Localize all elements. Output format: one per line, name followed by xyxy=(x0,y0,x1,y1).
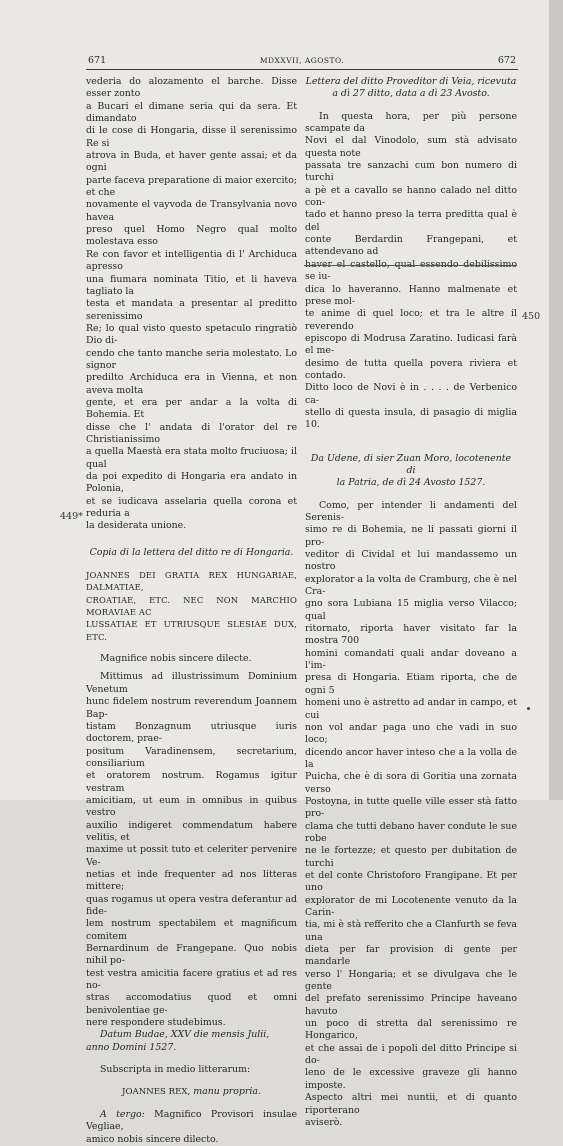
text-line: clama che tutti debano haver condute le sue robe xyxy=(305,820,517,844)
text-line: gno sora Lubiana 15 miglia verso Vilacco; qual xyxy=(305,598,517,622)
right-column xyxy=(305,76,517,1129)
text-line: et che assai de i popoli del ditto Principe si do- xyxy=(305,1042,517,1067)
text-line: stello di questa insula, di pasagio di miglia 10. xyxy=(305,406,517,431)
a-tergo-line xyxy=(86,1109,297,1134)
text-line: atrova in Buda, et haver gente assai; et da ogni xyxy=(86,150,297,174)
text-line: maxime ut possit tuto et celeriter pervenire Ve- xyxy=(86,844,297,868)
text-line: homini comandati quali andar doveano a l'im- xyxy=(305,647,517,672)
text-line: una fiumara nominata Titio, et li haveva tagliato la xyxy=(86,273,297,297)
text-line: et del conte Christoforo Frangipane. Et per uno xyxy=(305,869,517,894)
text-line: amico nobis sincere dilecto. xyxy=(86,1133,219,1145)
text-line: novamente el vayvoda de Transylvania novo havea xyxy=(86,199,297,223)
text-line: te anime di quel loco; et tra le altre il reverendo xyxy=(305,308,517,332)
margin-number-right: 450 xyxy=(522,311,541,322)
addressee-line: LUSSATIAE ET UTRIUSQUE SLESIAE DUX, ETC. xyxy=(86,619,297,642)
text-line: passata tre sanzachi cum bon numero di turchi xyxy=(305,160,517,184)
text-line: positum Varadinensem, secretarium, consiliarium xyxy=(86,745,297,769)
heading-line: la Patria, de dì 24 Avosto 1527. xyxy=(336,477,486,489)
letter2-heading xyxy=(305,453,517,490)
header-rule xyxy=(86,69,518,70)
text-line: explorator a la volta de Cramburg, che è nel Cra- xyxy=(305,573,517,598)
subscripta-line: Subscripta in medio litterarum: xyxy=(100,1064,251,1076)
text-line: lem nostrum spectabilem et magnificum comitem xyxy=(86,918,297,942)
page-header xyxy=(88,55,516,69)
text-line: di le cose di Hongaria, disse il serenissimo Re si xyxy=(86,125,297,149)
text-line: Postoyna, in tutte quelle ville esser stà fatto pro- xyxy=(305,795,517,820)
text-line: Aspecto altri mei nuntii, et di quanto riporterano xyxy=(305,1092,517,1116)
left-page-number: 671 xyxy=(88,55,107,66)
text-line: tado et hanno preso la terra preditta qual è del xyxy=(305,209,517,233)
addressee-line: JOANNES DEI GRATIA REX HUNGARIAE, DALMATIAE, xyxy=(86,570,297,593)
latin-letter-body xyxy=(86,671,297,1029)
text-line: la desiderata unione. xyxy=(86,520,187,532)
text-line: veditor di Cividal et lui mandassemo un nostro xyxy=(305,549,517,573)
text-line: cendo che tanto manche seria molestato. Lo signor xyxy=(86,347,297,371)
text-line: tia, mi è stà refferito che a Clanfurth se feva una xyxy=(305,919,517,943)
text-line: ne le fortezze; et questo per dubitation de turchi xyxy=(305,845,517,869)
text-line: dieta per far provision di gente per mandarle xyxy=(305,944,517,968)
text-line: simo re di Bohemia, ne li passati giorni il pro- xyxy=(305,524,517,548)
a-tergo-text: Magnifico Provisori insulae Vegliae, xyxy=(86,1108,297,1133)
text-line: homeni uno è astretto ad andar in campo, et cui xyxy=(305,697,517,721)
text-line: testa et mandata a presentar al preditto serenissimo xyxy=(86,298,297,322)
text-line: conte Berdardin Frangepani, et attendevano ad xyxy=(305,234,517,258)
section-divider xyxy=(304,265,517,266)
text-line: del prefato serenissimo Principe haveano havuto xyxy=(305,993,517,1017)
text-line: In questa hora, per più persone scampate da xyxy=(305,110,517,135)
text-line: vederia do alozamento el barche. Disse esser zonto xyxy=(86,76,297,100)
text-line: Re; lo qual visto questo spetaculo ringratiò Dio di- xyxy=(86,322,297,347)
text-line: predilto Archiduca era in Vienna, et non aveva molta xyxy=(86,372,297,396)
text-line: hunc fidelem nostrum reverendum Joannem Bap- xyxy=(86,696,297,720)
text-line: verso l' Hongaria; et se divulgava che le gente xyxy=(305,968,517,993)
text-line: explorator de mi Locotenente venuto da la Carin- xyxy=(305,894,517,918)
text-line: Mittimus ad illustrissimum Dominium Venetum xyxy=(86,671,297,695)
text-line: presa di Hongaria. Etiam riporta, che de ogni 5 xyxy=(305,672,517,696)
text-line: Puicha, che è di sora di Goritia una zornata verso xyxy=(305,771,517,795)
opening-paragraph xyxy=(86,76,297,533)
letter1-heading xyxy=(305,76,517,101)
date-line: anno Domini 1527. xyxy=(86,1041,177,1053)
text-line: Novi el dal Vinodolo, sum stà advisato questa note xyxy=(305,135,517,159)
text-line: aviserò. xyxy=(305,1116,343,1128)
margin-number-left: 449* xyxy=(60,511,83,522)
text-line: stras accomodatius quod et omni benivolentiae ge- xyxy=(86,992,297,1016)
text-line: a quella Maestà era stata molto fruciuosa; il qual xyxy=(86,446,297,470)
text-line: nere respondere studebimus. xyxy=(86,1017,226,1029)
salutation: Magnifice nobis sincere dilecte. xyxy=(100,653,252,665)
text-line: episcopo di Modrusa Zaratino. Iudicasi farà el me- xyxy=(305,332,517,357)
text-line: Ditto loco de Novi è in . . . . de Verbenico ca- xyxy=(305,382,517,406)
text-line: ritornato, riporta haver visitato far la mostra 700 xyxy=(305,623,517,647)
text-line: netias et inde frequenter ad nos litteras mittere; xyxy=(86,868,297,893)
text-line: et se iudicava asselaria quella corona et reduria a xyxy=(86,495,297,520)
text-line: parte faceva preparatione di maior exercito; et che xyxy=(86,174,298,199)
signature-line xyxy=(86,1086,297,1098)
signature-rex: JOANNES REX, xyxy=(122,1087,191,1098)
text-line: Como, per intender li andamenti del Serenis- xyxy=(305,499,517,523)
text-line: gente, et era per andar a la volta di Bohemia. Et xyxy=(86,396,297,421)
heading-line: Da Udene, di sier Zuan Moro, locotenente di xyxy=(310,452,512,476)
page-edge-shadow xyxy=(549,0,563,800)
text-line: Re con favor et intelligentia di l' Archiduca apresso xyxy=(86,248,297,273)
a-tergo-label: A tergo: xyxy=(100,1108,145,1120)
text-line: un poco di stretta dal serenissimo re Hongarico, xyxy=(305,1018,517,1042)
text-line: quas rogamus ut opera vestra deferantur ad fide- xyxy=(86,893,297,917)
text-line: da poi expedito di Hongaria era andato in Polonia, xyxy=(86,471,297,495)
addressee-line: CROATIAE, ETC. NEC NON MARCHIO MORAVIAE AC xyxy=(86,594,297,618)
signature-manu: manu propria. xyxy=(193,1086,261,1098)
text-line: auxilio indigeret commendatum habere velitis, et xyxy=(86,819,297,843)
text-line: a pè et a cavallo se hanno calado nel ditto con- xyxy=(305,184,517,209)
date-line: Datum Budae, XXV die mensis Julii, xyxy=(100,1029,270,1041)
running-title: MDXXVII, AGOSTO. xyxy=(259,56,345,65)
letter2-body xyxy=(305,500,517,1130)
copy-heading: Copia di la lettera del ditto re di Hongaria. xyxy=(89,546,294,558)
text-line: tistam Bonzagnum utriusque iuris doctorem, prae- xyxy=(86,720,297,745)
text-line: leno de le excessive graveze gli hanno imposte. xyxy=(305,1067,517,1091)
date-block xyxy=(86,1029,297,1054)
text-line: dica lo haveranno. Hanno malmenate et prese mol- xyxy=(305,283,517,307)
left-column xyxy=(86,76,297,1146)
text-line: amicitiam, ut eum in omnibus in quibus vestro xyxy=(86,794,297,819)
text-line: et oratorem nostrum. Rogamus igitur vestram xyxy=(86,770,297,794)
text-line: desimo de tutta quella povera riviera et contado. xyxy=(305,357,517,381)
right-page-number: 672 xyxy=(497,55,516,66)
text-line: a Bucari el dimane seria qui da sera. Et dimandato xyxy=(86,100,297,125)
addressee-block xyxy=(86,569,297,643)
letter1-body xyxy=(305,111,517,432)
heading-line: a dì 27 ditto, data a dì 23 Avosto. xyxy=(332,88,490,100)
text-line: preso quel Homo Negro qual molto molestava esso xyxy=(86,224,297,248)
text-line: se iu- xyxy=(305,271,331,283)
paper-speck xyxy=(527,707,530,710)
text-line: dicendo ancor haver inteso che a la volla de la xyxy=(305,746,517,770)
text-line: Bernardinum de Frangepane. Quo nobis nihil po- xyxy=(86,943,297,967)
heading-line: Lettera del ditto Proveditor di Veia, ricevuta xyxy=(305,76,517,87)
text-line: disse che l' andata di l'orator del re Christianissimo xyxy=(86,421,297,445)
text-line: non vol andar paga uno che vadi in suo loco; xyxy=(305,721,517,746)
text-line: test vestra amicitia facere gratius et ad res no- xyxy=(86,967,297,992)
